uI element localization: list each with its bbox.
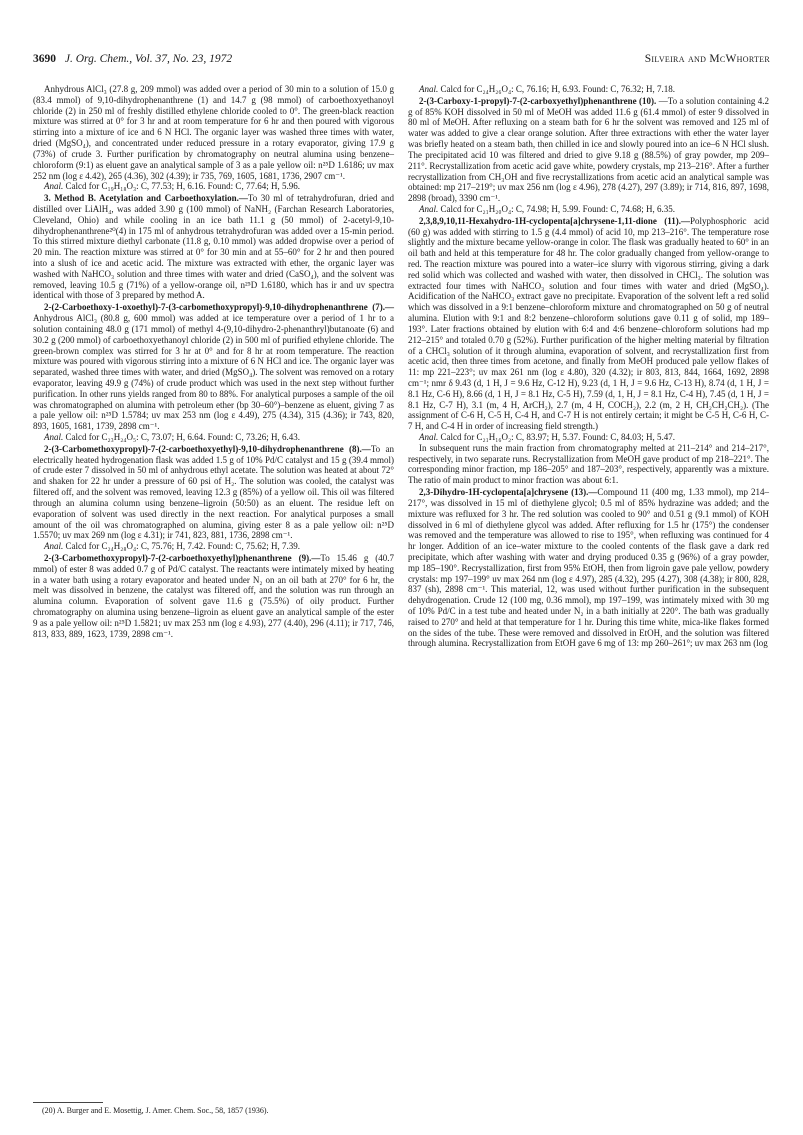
procedure-paragraph xyxy=(408,96,769,204)
page-header xyxy=(33,53,770,69)
procedure-paragraph xyxy=(408,487,769,649)
paragraph-text: In subsequent runs the main fraction from chromatography melted at 211–214° and 214–217°, respectively, in two separate runs. Recrystallization from MeOH gave product of mp 218–221°. The corresponding minor fraction, mp 186–205° and 187–203°, respectively, apparently was a mixture. The ratio of main product to minor fraction was about 6:1. xyxy=(408,442,769,486)
procedure-heading: 2,3,8,9,10,11-Hexahydro-1H-cyclopenta[a]chrysene-1,11-dione (11).— xyxy=(419,215,691,226)
analysis-text: Calcd for C₁₉H₁₈O₃: C, 77.53; H, 6.16. Found: C, 77.64; H, 5.96. xyxy=(63,181,300,192)
analysis-label: Anal. xyxy=(44,432,64,442)
paragraph-text: To 15.46 g (40.7 mmol) of ester 8 was added 0.7 g of Pd/C catalyst. The reactants were intimately mixed by heating in a water bath using a rotary evaporator and heated under N₂ on an oil bath at 270° for 6 hr, the melt was dissolved in benzene, the catalyst was filtered off, and the solution was run through an alumina column. Evaporation of solvent gave 11.6 g (75.5%) of oily product. Further chromatography on alumina using benzene–ligroin as eluent gave an analytical sample of the ester 9 as a pale yellow oil: n²⁵D 1.5821; uv max 253 nm (log ε 4.93), 277 (4.40), 296 (4.11); ir 717, 746, 813, 833, 889, 1623, 1739, 2898 cm⁻¹. xyxy=(33,552,394,639)
journal-citation: J. Org. Chem., Vol. 37, No. 23, 1972 xyxy=(64,53,233,65)
procedure-heading: 2,3-Dihydro-1H-cyclopenta[a]chrysene (13).— xyxy=(419,487,598,498)
right-column xyxy=(408,84,769,649)
procedure-paragraph xyxy=(33,302,394,432)
header-left xyxy=(33,53,232,65)
page-number: 3690 xyxy=(33,53,56,65)
analysis-label: Anal. xyxy=(419,432,439,442)
paragraph-text: —To a solution containing 4.2 g of 85% KOH dissolved in 50 ml of MeOH was added 11.6 g (61.4 mmol) of ester 9 dissolved in 80 ml of MeOH. After refluxing on a steam bath for 6 hr the solvent was removed and 125 ml of water was added to give a clear orange solution. After three extractions with ether the water layer was briefly heated on a steam bath, then chilled in ice and slowly poured into an ice–6 N HCl slush. The precipitated acid 10 was filtered and dried to give 9.18 g (88.5%) of gray powder, mp 209–211°. Recrystallization from acetic acid gave white, powdery crystals, mp 213–216°. After a further recrystallization from CH₃OH and five recrystallizations from acetic acid an analytical sample was obtained: mp 217–219°; uv max 256 nm (log ε 4.96), 278 (4.27), 297 (3.89); ir 714, 816, 897, 1698, 2898 (broad), 3390 cm⁻¹. xyxy=(408,95,769,204)
procedure-heading: 2-(2-Carboethoxy-1-oxoethyl)-7-(3-carbomethoxypropyl)-9,10-dihydrophenanthrene (7).— xyxy=(44,302,394,313)
analysis-label: Anal. xyxy=(44,181,64,192)
paragraph-text: To an electrically heated hydrogenation flask was added 1.5 g of 10% Pd/C catalyst and 15 g (39.4 mmol) of crude ester 7 dissolved in 50 ml of anhydrous ethyl acetate. The solution was heated at about 72° and shaken for 22 hr under a pressure of 60 psi of H₂. The solution was cooled, the catalyst was filtered off, and the solvent was removed, leaving 12.3 g (85%) of a yellow oil. This oil was filtered through an alumina column using benzene–ligroin (50:50) as an eluent. The residue left on evaporation of solvent was used directly in the next reaction. For analytical purposes a small amount of the oil was chromatographed on alumina, giving ester 8 as a pale yellow oil: n²⁵D 1.5570; uv max 269 nm (log ε 4.31); ir 741, 823, 881, 1736, 2898 cm⁻¹. xyxy=(33,443,394,541)
analysis-paragraph xyxy=(33,181,394,192)
body-paragraph xyxy=(408,443,769,486)
analysis-paragraph xyxy=(408,204,769,215)
paragraph-text: Anhydrous AlCl₃ (27.8 g, 209 mmol) was added over a period of 30 min to a solution of 15.0 g (83.4 mmol) of 9,10-dihydrophenanthrene (1) and 14.7 g (98 mmol) of carboethoxyethanoyl chloride (2) in 250 ml of freshly distilled ethylene chloride cooled to 0°. The green-black reaction mixture was stirred at 0° for 3 hr and at room temperature for 6 hr and then poured with vigorous stirring into a mixture of ice and 6 N HCl. The organic layer was washed three times with water, dried (MgSO₄), and concentrated under reduced pressure in a rotary evaporator, giving 17.9 g (73%) of crude 3. Further purification by chromatography on neutral alumina using benzene–chloroform (9:1) as eluent gave an analytical sample of 3 as a pale yellow oil: n²⁵D 1.6186; uv max 252 nm (log ε 4.42), 265 (4.36), 302 (4.39); ir 735, 769, 1605, 1681, 1736, 2907 cm⁻¹. xyxy=(33,84,394,181)
procedure-heading: 3. Method B. Acetylation and Carboethoxylation.— xyxy=(44,193,248,204)
procedure-heading: 2-(3-Carbomethoxypropyl)-7-(2-carboethoxyethyl)-9,10-dihydrophenanthrene (8).— xyxy=(44,443,371,454)
analysis-label: Anal. xyxy=(44,541,64,552)
analysis-label: Anal. xyxy=(419,84,439,94)
body-paragraph xyxy=(33,84,394,181)
analysis-text: Calcd for C₂₄H₂₈O₄: C, 75.76; H, 7.42. Found: C, 75.62; H, 7.39. xyxy=(63,541,300,552)
analysis-paragraph xyxy=(408,432,769,443)
analysis-paragraph xyxy=(33,541,394,552)
analysis-text: Calcd for C₂₃H₂₄O₅: C, 73.07; H, 6.64. Found: C, 73.26; H, 6.43. xyxy=(63,432,300,442)
analysis-text: Calcd for C₂₁H₂₀O₄: C, 74.98; H, 5.99. Found: C, 74.68; H, 6.35. xyxy=(438,203,675,214)
analysis-paragraph xyxy=(33,432,394,443)
left-column xyxy=(33,84,394,639)
procedure-paragraph xyxy=(33,193,394,301)
footnote-rule xyxy=(33,1102,103,1103)
paragraph-text: Compound 11 (400 mg, 1.33 mmol), mp 214–217°, was dissolved in 15 ml of diethylene glycol; 0.5 ml of 85% hydrazine was added; and the mixture was refluxed for 3 hr. The red solution was cooled to 90° and 0.51 g (9.1 mmol) of KOH dissolved in 6 ml of diethylene glycol was added. After refluxing for 1.5 hr (175°) the condenser was removed and the temperature was allowed to rise to 195°, when refluxing was continued for 4 hr longer. Addition of an ice–water mixture to the cooled contents of the flask gave a dark red precipitate, which after washing with water and drying produced 0.35 g (96%) of a gray powder, mp 185–190°. Recrystallization, first from 95% EtOH, then from ligroin gave pale yellow, powdery crystals: mp 197–199° uv max 264 nm (log ε 4.97), 285 (4.32), 295 (4.27), 308 (4.38); ir 800, 828, 837 (sh), 2898 cm⁻¹. This material, 12, was used without further purification in the subsequent dehydrogenation. Crude 12 (100 mg, 0.36 mmol), mp 197–199, was intimately mixed with 30 mg of 10% Pd/C in a test tube and heated under N₂ in a bath initially at 220°. The bath was gradually raised to 270° and held at that temperature for 1 hr. During this time white, mica-like flakes formed on the sides of the tube. These were removed and dissolved in EtOH, and the solution was filtered through alumina. Recrystallization from EtOH gave 6 mg of 13: mp 260–261°; uv max 263 nm (log xyxy=(408,487,769,649)
analysis-label: Anal. xyxy=(419,203,439,214)
paragraph-text: Anhydrous AlCl₃ (80.8 g, 600 mmol) was added at ice temperature over a period of 1 hr to a solution containing 48.0 g (171 mmol) of methyl 4-(9,10-dihydro-2-phenanthryl)butanoate (6) and 30.2 g (200 mmol) of carboethoxyethanoyl chloride (2) in 500 ml of purified ethylene chloride. The green-brown complex was stirred for 3 hr at 0° and for 8 hr at room temperature. The reaction mixture was poured with vigorous stirring into a mixture of 6 N HCl and ice. The organic layer was separated, washed three times with water, and dried (MgSO₄). The solvent was removed on a rotary evaporator, leaving 49.9 g (74%) of crude product which was used in the next step without further purification. In other runs yields ranged from 80 to 88%. For analytical purposes a sample of the oil was chromatographed on alumina with petroleum ether (bp 30–60°)–benzene as eluent, giving 7 as a pale yellow oil: n²⁵D 1.5784; uv max 253 nm (log ε 4.49), 275 (4.34), 315 (4.36); ir 743, 820, 893, 1605, 1681, 1739, 2898 cm⁻¹. xyxy=(33,313,394,432)
analysis-text: Calcd for C₂₁H₁₆O₂: C, 83.97; H, 5.37. Found: C, 84.03; H, 5.47. xyxy=(438,432,675,442)
footnote: (20) A. Burger and E. Mosettig, J. Amer. Chem. Soc., 58, 1857 (1936). xyxy=(42,1106,269,1115)
procedure-heading: 2-(3-Carboxy-1-propyl)-7-(2-carboxyethyl)phenanthrene (10). xyxy=(419,95,657,106)
paragraph-text: To 30 ml of tetrahydrofuran, dried and distilled over LiAlH₄, was added 3.90 g (100 mmol) of NaNH₂ (Farchan Research Laboratories, Cleveland, Ohio) and while cooling in an ice bath 11.1 g (50 mmol) of 2-acetyl-9,10-dihydrophenanthrene²⁰(4) in 175 ml of anhydrous tetrahydrofuran was added over a 15-min period. To this stirred mixture diethyl carbonate (11.8 g, 0.10 mmol) was added dropwise over a period of 20 min. The reaction mixture was stirred at 0° for 30 min and at 55–60° for 2 hr and then poured into a slush of ice and acetic acid. The mixture was extracted with ether, the organic layer was washed with NaHCO₃ solution and three times with water and dried (CaSO₄), and the solvent was removed, leaving 10.5 g (71%) of a yellow-orange oil, n²⁵D 1.6180, which has ir and uv spectra identical with those of 3 prepared by method A. xyxy=(33,193,394,301)
analysis-text: Calcd for C₂₄H₂₆O₄: C, 76.16; H, 6.93. Found: C, 76.32; H, 7.18. xyxy=(438,84,675,94)
procedure-paragraph xyxy=(408,216,769,432)
procedure-paragraph xyxy=(33,553,394,640)
analysis-paragraph xyxy=(408,84,769,95)
procedure-heading: 2-(3-Carbomethoxypropyl)-7-(2-carboethoxyethyl)phenanthrene (9).— xyxy=(44,552,321,563)
running-head-authors: Silveira and McWhorter xyxy=(644,53,770,65)
paragraph-text: Polyphosphoric acid (60 g) was added with stirring to 1.5 g (4.4 mmol) of acid 10, mp 213–216°. The temperature rose slightly and the mixture became yellow-orange in color. The flask was gradually heated to 60° in an oil bath and held at this temperature for 48 hr. The color gradually changed from yellow-orange to red. The reaction mixture was poured into a water–ice slurry with vigorous stirring, giving a dark red solid which was collected and washed with water, then dissolved in CHCl₃. The solution was extracted four times with NaHCO₃ solution and four times with water and dried (MgSO₄). Acidification of the NaHCO₃ extract gave no precipitate. Evaporation of the solvent left a red solid which was dissolved in a 9:1 benzene–chloroform mixture and chromatographed on 50 g of neutral alumina. Elution with 9:1 and 8:2 benzene–chloroform solutions gave 0.11 g of solid, mp 189–193°. Later fractions obtained by elution with 6:4 and 4:6 benzene–chloroform solutions had mp 212–215° and totaled 0.70 g (52%). Further purification of the higher melting material by filtration of a CHCl₃ solution of it through alumina, evaporation of solvent, and recrystallization first from acetic acid, then three times from acetone, and finally from MeOH produced pale yellow flakes of 11: mp 221–223°; uv max 261 nm (log ε 4.80), 320 (4.32); ir 803, 813, 844, 1664, 1692, 2898 cm⁻¹; nmr δ 9.43 (d, 1 H, J = 9.6 Hz, C-12 H), 9.23 (d, 1 H, J = 9.6 Hz, C-13 H), 8.74 (d, 1 H, J = 8.1 Hz, C-6 H), 8.66 (d, 1 H, J = 8.1 Hz, C-5 H), 7.59 (d, 1, H, J = 8.1 Hz, C-4 H), 7.45 (d, 1 H, J = 8.1 Hz, C-7 H), 3.1 (m, 4 H, ArCH₂), 2.7 (m, 4 H, COCH₂), 2.2 (m, 2 H, CH₂CH₂CH₂). (The assignment of C-6 H, C-5 H, C-4 H, and C-7 H is not entirely certain; it might be C-5 H, C-6 H, C-7 H, and C-4 H in order of increasing field strength.) xyxy=(408,215,769,432)
procedure-paragraph xyxy=(33,444,394,541)
